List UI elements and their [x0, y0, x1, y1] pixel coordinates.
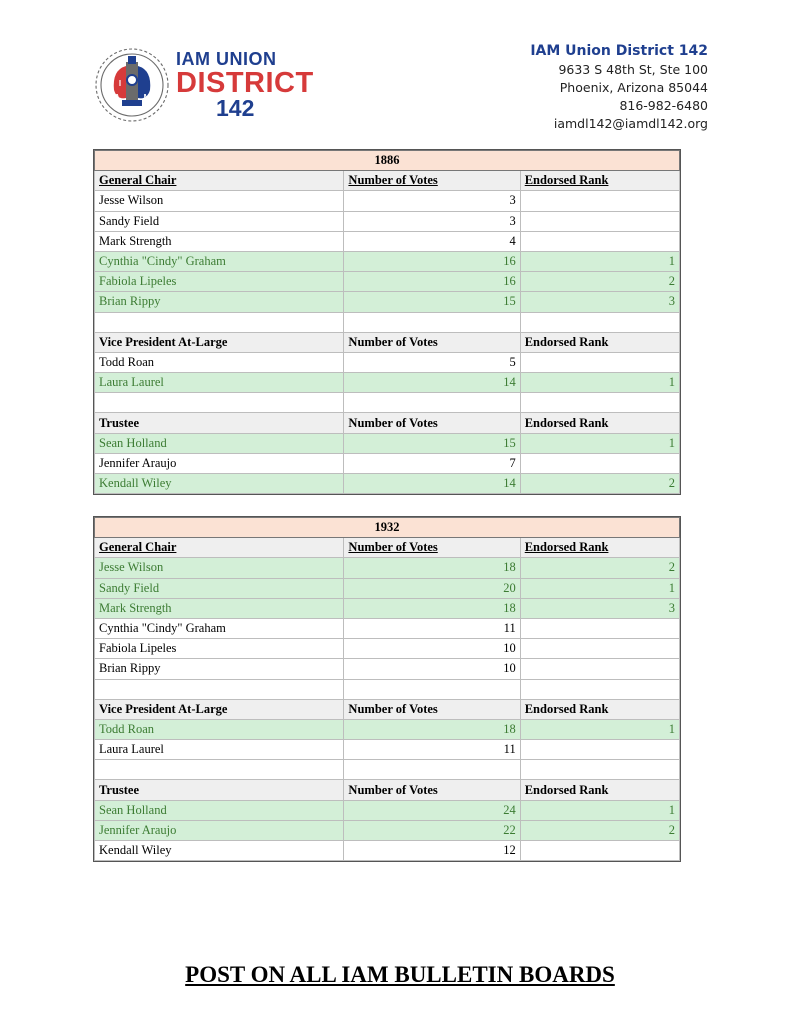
endorsed-candidate-row [95, 373, 680, 393]
candidate-name: Jennifer Araujo [95, 453, 344, 473]
vote-count: 7 [344, 453, 520, 473]
empty-cell [95, 760, 344, 780]
section-header-row [95, 332, 680, 352]
iam-gear-logo-icon [92, 40, 172, 130]
empty-cell [344, 312, 520, 332]
endorsed-rank [520, 659, 679, 679]
empty-cell [95, 679, 344, 699]
contact-org-name: IAM Union District 142 [530, 43, 708, 59]
endorsed-candidate-row [95, 292, 680, 312]
contact-block [530, 42, 708, 133]
empty-cell [95, 393, 344, 413]
endorsed-rank: 2 [520, 820, 679, 840]
candidate-name: Kendall Wiley [95, 474, 344, 494]
spacer-row [95, 679, 680, 699]
candidate-row [95, 841, 680, 861]
candidate-row [95, 639, 680, 659]
endorsed-candidate-row [95, 251, 680, 271]
votes-column-header: Number of Votes [344, 413, 520, 433]
rank-column-header: Endorsed Rank [520, 413, 679, 433]
votes-column-header: Number of Votes [344, 538, 520, 558]
section-header-row [95, 538, 680, 558]
local-number: 1886 [95, 151, 680, 171]
candidate-row [95, 740, 680, 760]
votes-column-header: Number of Votes [344, 699, 520, 719]
logo-line-2: DISTRICT [176, 67, 314, 99]
candidate-name: Brian Rippy [95, 292, 344, 312]
section-header-row [95, 780, 680, 800]
endorsed-candidate-row [95, 800, 680, 820]
votes-column-header: Number of Votes [344, 332, 520, 352]
vote-count: 16 [344, 251, 520, 271]
empty-cell [344, 760, 520, 780]
empty-cell [520, 679, 679, 699]
local-number: 1932 [95, 518, 680, 538]
endorsed-rank: 3 [520, 292, 679, 312]
candidate-name: Sean Holland [95, 433, 344, 453]
endorsed-rank [520, 740, 679, 760]
candidate-name: Sean Holland [95, 800, 344, 820]
endorsed-rank: 1 [520, 719, 679, 739]
spacer-row [95, 760, 680, 780]
candidate-name: Sandy Field [95, 211, 344, 231]
vote-count: 10 [344, 639, 520, 659]
endorsed-candidate-row [95, 433, 680, 453]
vote-count: 15 [344, 433, 520, 453]
endorsed-candidate-row [95, 272, 680, 292]
empty-cell [520, 393, 679, 413]
section-title: General Chair [95, 171, 344, 191]
logo-letter-m: M [143, 93, 151, 102]
local-title-row [95, 518, 680, 538]
vote-count: 15 [344, 292, 520, 312]
candidate-name: Fabiola Lipeles [95, 639, 344, 659]
endorsed-candidate-row [95, 719, 680, 739]
logo-line-3: 142 [216, 95, 255, 121]
letterhead [0, 0, 800, 140]
candidate-row [95, 618, 680, 638]
local-1932-table [94, 517, 680, 861]
endorsed-rank: 1 [520, 251, 679, 271]
rank-column-header: Endorsed Rank [520, 780, 679, 800]
vote-count: 3 [344, 211, 520, 231]
rank-column-header: Endorsed Rank [520, 699, 679, 719]
endorsed-candidate-row [95, 598, 680, 618]
endorsed-candidate-row [95, 578, 680, 598]
rank-column-header: Endorsed Rank [520, 171, 679, 191]
candidate-name: Cynthia "Cindy" Graham [95, 618, 344, 638]
endorsed-rank [520, 211, 679, 231]
candidate-name: Sandy Field [95, 578, 344, 598]
section-header-row [95, 699, 680, 719]
vote-count: 22 [344, 820, 520, 840]
vote-count: 11 [344, 618, 520, 638]
candidate-name: Kendall Wiley [95, 841, 344, 861]
endorsed-rank [520, 639, 679, 659]
contact-phone: 816-982-6480 [619, 98, 708, 113]
endorsed-rank [520, 352, 679, 372]
spacer-row [95, 393, 680, 413]
endorsed-rank: 1 [520, 433, 679, 453]
endorsed-rank [520, 841, 679, 861]
rank-column-header: Endorsed Rank [520, 332, 679, 352]
spacer-row [95, 312, 680, 332]
candidate-name: Mark Strength [95, 598, 344, 618]
endorsed-rank: 2 [520, 272, 679, 292]
local-1886-table [94, 150, 680, 494]
candidate-name: Mark Strength [95, 231, 344, 251]
empty-cell [520, 760, 679, 780]
section-header-row [95, 171, 680, 191]
endorsed-rank [520, 191, 679, 211]
candidate-row [95, 211, 680, 231]
contact-address-line-1: 9633 S 48th St, Ste 100 [558, 62, 708, 77]
candidate-name: Fabiola Lipeles [95, 272, 344, 292]
vote-count: 16 [344, 272, 520, 292]
section-title: General Chair [95, 538, 344, 558]
vote-count: 20 [344, 578, 520, 598]
empty-cell [344, 393, 520, 413]
endorsed-rank [520, 453, 679, 473]
endorsed-rank: 1 [520, 373, 679, 393]
candidate-row [95, 453, 680, 473]
vote-count: 18 [344, 598, 520, 618]
candidate-name: Laura Laurel [95, 373, 344, 393]
empty-cell [520, 312, 679, 332]
endorsed-rank: 1 [520, 800, 679, 820]
vote-count: 3 [344, 191, 520, 211]
candidate-name: Cynthia "Cindy" Graham [95, 251, 344, 271]
candidate-name: Jesse Wilson [95, 191, 344, 211]
votes-column-header: Number of Votes [344, 780, 520, 800]
candidate-row [95, 352, 680, 372]
vote-count: 14 [344, 373, 520, 393]
section-title: Vice President At-Large [95, 332, 344, 352]
section-title: Trustee [95, 413, 344, 433]
endorsed-rank: 2 [520, 474, 679, 494]
section-title: Vice President At-Large [95, 699, 344, 719]
vote-count: 14 [344, 474, 520, 494]
endorsed-rank: 2 [520, 558, 679, 578]
candidate-row [95, 231, 680, 251]
vote-count: 18 [344, 719, 520, 739]
vote-count: 18 [344, 558, 520, 578]
candidate-name: Laura Laurel [95, 740, 344, 760]
endorsed-candidate-row [95, 474, 680, 494]
votes-column-header: Number of Votes [344, 171, 520, 191]
rank-column-header: Endorsed Rank [520, 538, 679, 558]
local-title-row [95, 151, 680, 171]
endorsed-rank: 1 [520, 578, 679, 598]
logo-letter-i: I [118, 79, 122, 88]
contact-address-line-2: Phoenix, Arizona 85044 [559, 80, 708, 95]
logo-wordmark [176, 50, 314, 120]
endorsed-rank [520, 618, 679, 638]
vote-count: 4 [344, 231, 520, 251]
endorsed-rank [520, 231, 679, 251]
vote-count: 11 [344, 740, 520, 760]
section-title: Trustee [95, 780, 344, 800]
candidate-row [95, 191, 680, 211]
vote-count: 10 [344, 659, 520, 679]
endorsed-rank: 3 [520, 598, 679, 618]
candidate-name: Brian Rippy [95, 659, 344, 679]
logo-letter-a: A [114, 93, 120, 102]
empty-cell [95, 312, 344, 332]
vote-count: 5 [344, 352, 520, 372]
candidate-name: Jennifer Araujo [95, 820, 344, 840]
logo-line-1: IAM UNION [176, 49, 277, 69]
candidate-name: Todd Roan [95, 352, 344, 372]
section-header-row [95, 413, 680, 433]
contact-email[interactable]: iamdl142@iamdl142.org [553, 116, 708, 131]
empty-cell [344, 679, 520, 699]
candidate-name: Jesse Wilson [95, 558, 344, 578]
endorsed-candidate-row [95, 820, 680, 840]
vote-count: 24 [344, 800, 520, 820]
vote-count: 12 [344, 841, 520, 861]
candidate-name: Todd Roan [95, 719, 344, 739]
footer-notice: POST ON ALL IAM BULLETIN BOARDS [185, 962, 615, 987]
endorsed-candidate-row [95, 558, 680, 578]
candidate-row [95, 659, 680, 679]
